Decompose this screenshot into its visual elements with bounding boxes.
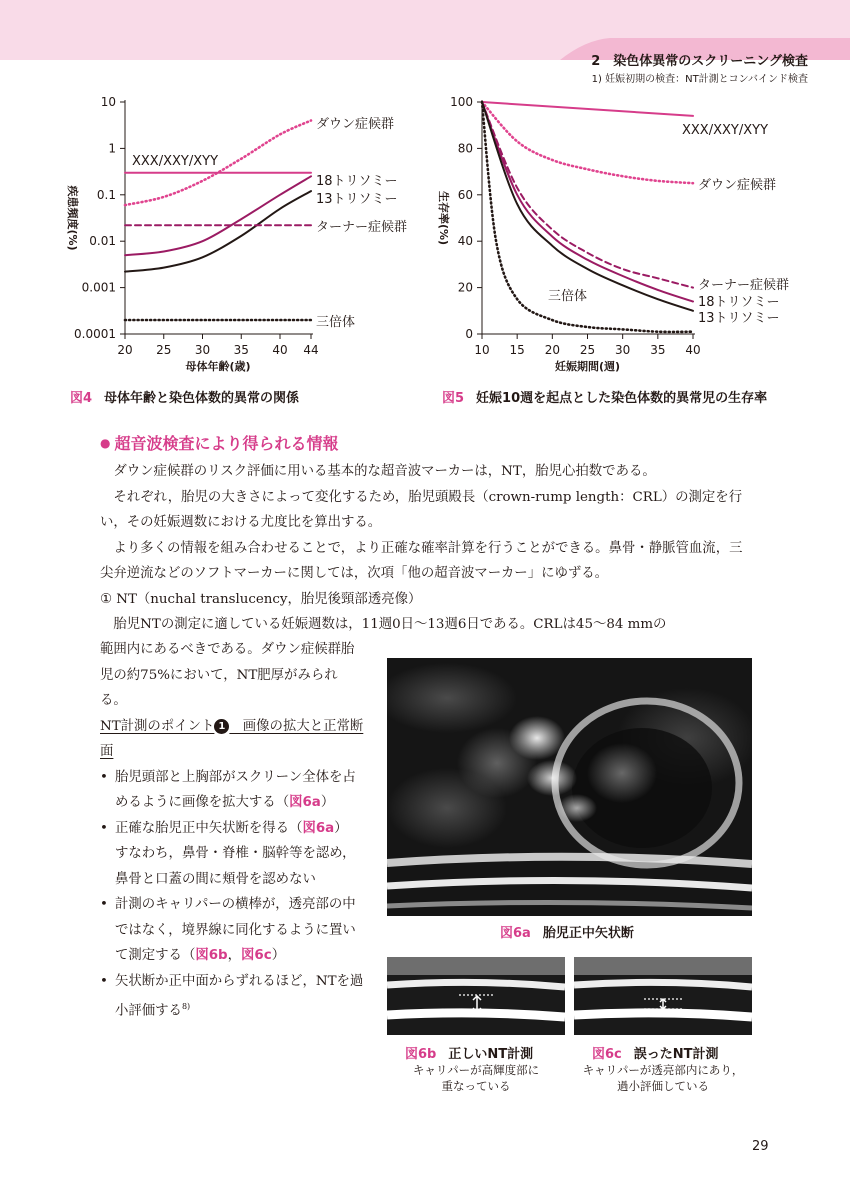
y-tick-label: 0.01 xyxy=(89,234,116,249)
intro-text xyxy=(100,459,752,638)
x-tick-label: 35 xyxy=(650,343,666,357)
reference-superscript: 8) xyxy=(181,1002,191,1011)
figure5-chart xyxy=(422,88,807,380)
figure6c-caption-text: 誤ったNT計測 xyxy=(633,1047,719,1062)
section-heading xyxy=(100,431,339,454)
y-axis-label: 疾患頻度(%) xyxy=(66,185,79,251)
x-tick-label: 30 xyxy=(615,343,631,357)
series-line xyxy=(125,176,311,255)
series-line xyxy=(482,102,693,332)
series-label-t18: 18トリソミー xyxy=(316,174,398,189)
x-tick-label: 25 xyxy=(579,343,596,357)
paragraph-4: 胎児NTの測定に適している妊娠週数は，11週0日～13週6日である。CRLは45～84 mmの xyxy=(113,617,667,632)
x-tick-label: 15 xyxy=(509,343,525,357)
y-tick-label: 60 xyxy=(457,187,473,202)
figure6a-caption xyxy=(500,922,634,941)
figure-ref-6a[interactable]: 図6a xyxy=(289,795,321,810)
figure-ref-6c[interactable]: 図6c xyxy=(241,948,272,963)
page-number: 29 xyxy=(752,1139,769,1154)
series-line xyxy=(482,102,693,302)
x-tick-label: 40 xyxy=(272,343,288,357)
x-tick-label: 35 xyxy=(233,343,249,357)
figure6a-caption-text: 胎児正中矢状断 xyxy=(542,926,634,941)
left-column-text xyxy=(100,637,364,1024)
figure6a-ultrasound-image xyxy=(387,658,752,916)
heading-bullet-icon: ● xyxy=(100,436,111,450)
point-heading-text: NT計測のポイント 1 画像の拡大と正常断面 xyxy=(100,718,364,759)
paragraph-2: それぞれ，胎児の大きさによって変化するため，胎児頭殿長（crown-rump length：CRL）の測定を行い，その妊娠週数における尤度比を算出する。 xyxy=(100,489,743,530)
series-label-t18: 18トリソミー xyxy=(698,295,780,310)
figure6b-caption xyxy=(405,1043,533,1062)
series-label-down: ダウン症候群 xyxy=(698,178,777,193)
figure4-caption-text: 母体年齢と染色体数的異常の関係 xyxy=(104,391,300,406)
series-label-triploid: 三倍体 xyxy=(316,315,356,330)
series-line xyxy=(482,102,693,311)
series-label-turner: ターナー症候群 xyxy=(698,278,790,293)
figure6b-ultrasound-image xyxy=(387,957,565,1035)
item-title: ① NT（nuchal translucency，胎児後頸部透亮像） xyxy=(100,591,422,607)
series-label-xxx: XXX/XXY/XYY xyxy=(682,123,769,138)
figure6c-subcaption: キャリパーが透亮部内にあり， 過小評価している xyxy=(582,1063,744,1093)
figure-ref-6b[interactable]: 図6b xyxy=(195,948,228,963)
x-tick-label: 20 xyxy=(117,343,133,357)
bullet-2: • 正確な胎児正中矢状断を得る（図6a） xyxy=(100,820,348,836)
x-tick-label: 25 xyxy=(156,343,172,357)
y-tick-label: 40 xyxy=(457,234,473,249)
series-label-xxx: XXX/XXY/XYY xyxy=(132,154,219,169)
figure4-chart xyxy=(55,88,420,380)
x-tick-label: 30 xyxy=(194,343,211,357)
figure6b-caption-text: 正しいNT計測 xyxy=(448,1047,534,1062)
bullet-2-continued: すなわち，鼻骨・脊椎・脳幹等を認め，鼻骨と口蓋の間に頬骨を認めない xyxy=(115,846,356,887)
running-header-subsection: 1) 妊娠初期の検査：NT計測とコンバインド検査 xyxy=(591,74,808,85)
y-tick-label: 0.0001 xyxy=(74,327,116,341)
y-tick-label: 10 xyxy=(100,95,116,109)
point-heading xyxy=(100,714,364,765)
y-tick-label: 100 xyxy=(450,95,473,109)
bullet-4: • 矢状断か正中面からずれるほど，NTを過小評価する$^{8)}$ xyxy=(100,973,364,1019)
series-label-down: ダウン症候群 xyxy=(316,117,395,132)
paragraph-1: ダウン症候群のリスク評価に用いる基本的な超音波マーカーは，NT，胎児心拍数である。 xyxy=(113,464,656,479)
x-tick-label: 40 xyxy=(685,343,701,357)
figure5-caption-num: 図5 xyxy=(442,391,465,406)
bullet-3: • 計測のキャリパーの横棒が，透亮部の中ではなく，境界線に同化するように置いて測定する（図6b，図6c） xyxy=(100,897,356,963)
series-label-t13: 13トリソミー xyxy=(316,192,398,207)
x-tick-label: 44 xyxy=(303,343,319,357)
figure6c-caption-num: 図6c xyxy=(592,1047,622,1062)
x-tick-label: 20 xyxy=(544,343,560,357)
figure6b-caption-num: 図6b xyxy=(405,1047,437,1062)
paragraph-5: 範囲内にあるべきである。ダウン症候群胎児の約75%において，NT肥厚がみられる。 xyxy=(100,642,355,708)
series-label-triploid: 三倍体 xyxy=(548,289,588,304)
y-tick-label: 20 xyxy=(457,280,473,295)
y-tick-label: 1 xyxy=(108,141,116,156)
figure6b-subcaption: キャリパーが高輝度部に 重なっている xyxy=(412,1063,540,1093)
paragraph-3: より多くの情報を組み合わせることで，より正確な確率計算を行うことができる。鼻骨・静脈管血流，三尖弁逆流などのソフトマーカーに関しては，次項「他の超音波マーカー」にゆずる。 xyxy=(100,540,743,581)
figure5-caption xyxy=(442,387,767,406)
figure6c-caption xyxy=(592,1043,719,1062)
y-tick-label: 0 xyxy=(465,327,473,341)
y-axis-label: 生存率(%) xyxy=(437,190,450,246)
x-tick-label: 10 xyxy=(474,343,490,357)
bullet-1: • 胎児頭部と上胸部がスクリーン全体を占めるように画像を拡大する（図6a） xyxy=(100,769,356,810)
figure4-caption-num: 図4 xyxy=(70,391,93,406)
y-tick-label: 0.1 xyxy=(96,187,116,202)
x-axis-label: 妊娠期間(週) xyxy=(554,360,621,373)
running-header-section: 2 染色体異常のスクリーニング検査 xyxy=(591,54,808,69)
y-tick-label: 0.001 xyxy=(81,280,116,295)
series-label-turner: ターナー症候群 xyxy=(316,220,408,235)
figure5-caption-text: 妊娠10週を起点とした染色体数的異常児の生存率 xyxy=(476,391,768,406)
figure6a-caption-num: 図6a xyxy=(500,926,531,941)
y-tick-label: 80 xyxy=(457,141,473,156)
section-heading-text: 超音波検査により得られる情報 xyxy=(114,434,339,453)
figure-ref-6a[interactable]: 図6a xyxy=(302,820,335,836)
x-axis-label: 母体年齢(歳) xyxy=(185,360,251,373)
figure6c-ultrasound-image xyxy=(574,957,752,1035)
number-one-icon: 1 xyxy=(214,719,229,734)
series-line xyxy=(482,102,693,116)
series-line xyxy=(125,191,311,272)
series-label-t13: 13トリソミー xyxy=(698,311,780,326)
figure4-caption xyxy=(70,387,299,406)
